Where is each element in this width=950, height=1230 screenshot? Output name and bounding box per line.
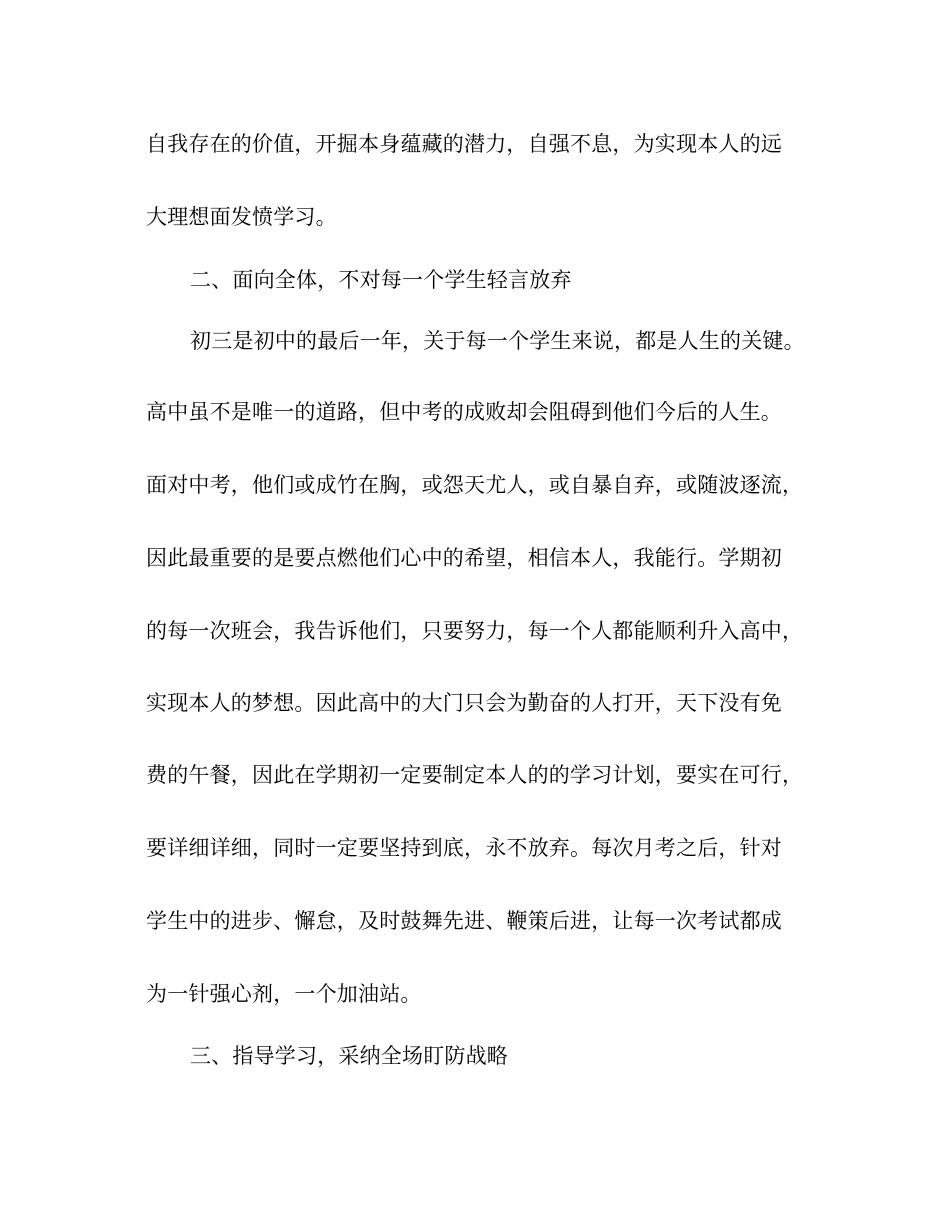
body-text-line: 的每一次班会，我告诉他们，只要努力，每一个人都能顺利升入高中， bbox=[146, 619, 804, 643]
body-text-line: 自我存在的价值，开掘本身蕴藏的潜力，自强不息，为实现本人的远 bbox=[146, 132, 782, 156]
paragraph-first-line: 初三是初中的最后一年，关于每一个学生来说，都是人生的关键。 bbox=[190, 329, 805, 353]
body-text-line: 要详细详细，同时一定要坚持到底，永不放弃。每次月考之后，针对 bbox=[146, 836, 782, 860]
body-text-line: 因此最重要的是要点燃他们心中的希望，相信本人，我能行。学期初 bbox=[146, 546, 782, 570]
section-heading: 三、指导学习，采纳全场盯防战略 bbox=[190, 1044, 508, 1068]
body-text-line: 学生中的进步、懈怠，及时鼓舞先进、鞭策后进，让每一次考试都成 bbox=[146, 909, 782, 933]
body-text-line: 费的午餐，因此在学期初一定要制定本人的的学习计划，要实在可行， bbox=[146, 763, 804, 787]
body-text-line: 大理想面发愤学习。 bbox=[146, 205, 337, 229]
body-text-line: 为一针强心剂，一个加油站。 bbox=[146, 982, 422, 1006]
body-text-line: 面对中考，他们或成竹在胸，或怨天尤人，或自暴自弃，或随波逐流， bbox=[146, 473, 804, 497]
section-heading: 二、面向全体，不对每一个学生轻言放弃 bbox=[190, 268, 572, 292]
body-text-line: 高中虽不是唯一的道路，但中考的成败却会阻碍到他们今后的人生。 bbox=[146, 400, 782, 424]
body-text-line: 实现本人的梦想。因此高中的大门只会为勤奋的人打开，天下没有免 bbox=[146, 691, 782, 715]
